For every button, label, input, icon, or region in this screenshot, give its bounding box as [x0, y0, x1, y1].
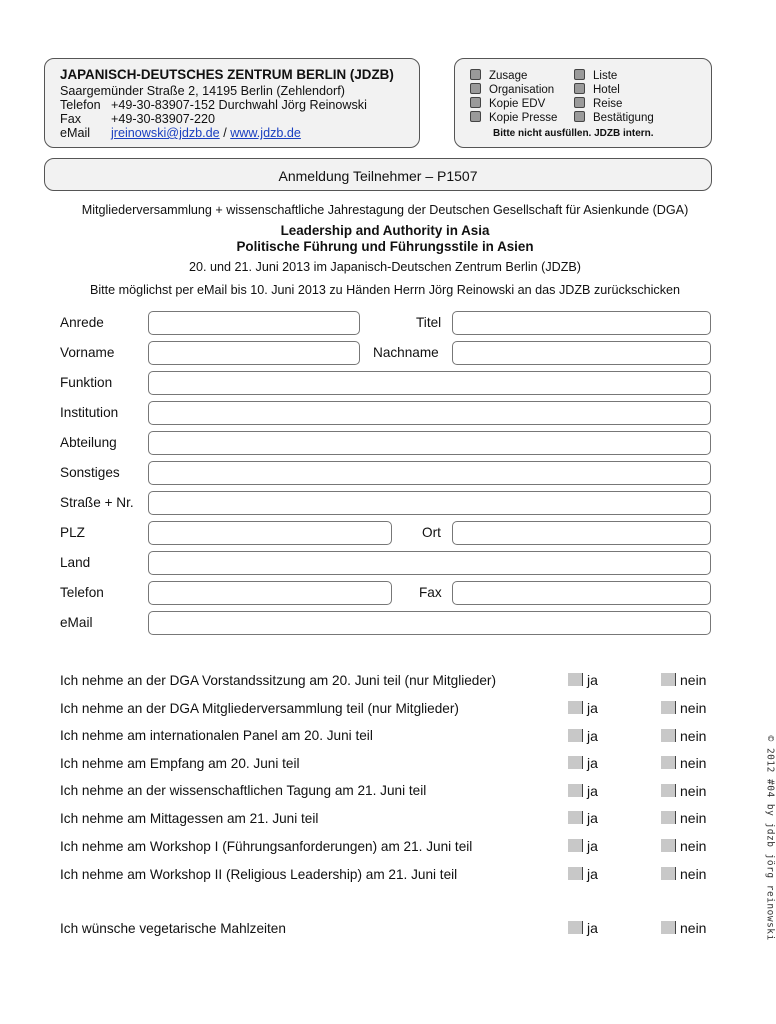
checkbox-icon[interactable]	[661, 701, 676, 714]
fax-label: Fax	[60, 112, 81, 126]
event-title-de: Politische Führung und Führungsstile in Asien	[236, 239, 534, 254]
email-field-label: eMail	[60, 615, 93, 630]
checkbox-icon[interactable]	[568, 729, 583, 742]
no-option[interactable]	[661, 783, 706, 799]
no-option[interactable]	[661, 920, 706, 936]
office-item-hotel	[574, 84, 620, 96]
office-item-label: Zusage	[489, 70, 528, 82]
phone-value: +49-30-83907-152 Durchwahl Jörg Reinowski	[111, 98, 367, 112]
no-label: nein	[680, 810, 707, 826]
office-item-label: Organisation	[489, 84, 555, 96]
vorname-label: Vorname	[60, 345, 115, 360]
office-item-organisation	[470, 84, 554, 96]
office-item-kopie-presse	[470, 112, 557, 124]
question-text: Ich nehme am Empfang am 20. Juni teil	[60, 756, 300, 771]
checkbox-icon[interactable]	[574, 97, 585, 108]
checkbox-icon[interactable]	[661, 811, 676, 824]
funktion-label: Funktion	[60, 375, 113, 390]
no-option[interactable]	[661, 728, 706, 744]
question-text: Ich nehme an der wissenschaftlichen Tagung am 21. Juni teil	[60, 783, 427, 798]
yes-option[interactable]	[568, 672, 598, 688]
yes-option[interactable]	[568, 866, 598, 882]
event-title-en: Leadership and Authority in Asia	[280, 223, 490, 238]
office-item-label: Reise	[593, 98, 623, 110]
checkbox-icon[interactable]	[470, 69, 481, 80]
question-text: Ich nehme am Mittagessen am 21. Juni teil	[60, 811, 319, 826]
question-text: Ich nehme am Workshop I (Führungsanforderungen) am 21. Juni teil	[60, 839, 473, 854]
yes-label: ja	[587, 700, 598, 716]
office-item-label: Kopie EDV	[489, 98, 546, 110]
question-text: Ich nehme an der DGA Vorstandssitzung am 20. Juni teil (nur Mitglieder)	[60, 673, 496, 688]
no-option[interactable]	[661, 838, 706, 854]
no-option[interactable]	[661, 755, 706, 771]
website-link[interactable]: www.jdzb.de	[230, 126, 301, 140]
office-item-kopie-edv	[470, 98, 545, 110]
office-item-liste	[574, 70, 617, 82]
vorname-field[interactable]	[148, 341, 360, 365]
no-label: nein	[680, 700, 707, 716]
yes-option[interactable]	[568, 728, 598, 744]
no-label: nein	[680, 755, 707, 771]
checkbox-icon[interactable]	[568, 784, 583, 797]
fax-field-label: Fax	[419, 585, 442, 600]
yes-label: ja	[587, 866, 598, 882]
titel-label: Titel	[416, 315, 442, 330]
institution-label: Institution	[60, 405, 119, 420]
org-name: JAPANISCH-DEUTSCHES ZENTRUM BERLIN (JDZB)	[60, 67, 394, 82]
yes-option[interactable]	[568, 700, 598, 716]
fax-field[interactable]	[452, 581, 711, 605]
checkbox-icon[interactable]	[574, 83, 585, 94]
no-option[interactable]	[661, 700, 706, 716]
checkbox-icon[interactable]	[470, 97, 481, 108]
no-option[interactable]	[661, 672, 706, 688]
checkbox-icon[interactable]	[470, 83, 481, 94]
checkbox-icon[interactable]	[568, 701, 583, 714]
yes-label: ja	[587, 783, 598, 799]
abteilung-field[interactable]	[148, 431, 711, 455]
plz-label: PLZ	[60, 525, 85, 540]
plz-field[interactable]	[148, 521, 392, 545]
checkbox-icon[interactable]	[661, 756, 676, 769]
email-link[interactable]: jreinowski@jdzb.de	[111, 126, 220, 140]
telefon-label: Telefon	[60, 585, 104, 600]
checkbox-icon[interactable]	[568, 921, 583, 934]
yes-option[interactable]	[568, 838, 598, 854]
yes-label: ja	[587, 755, 598, 771]
office-item-bestaetigung	[574, 112, 654, 124]
question-text: Ich nehme an der DGA Mitgliederversammlung teil (nur Mitglieder)	[60, 701, 459, 716]
no-option[interactable]	[661, 866, 706, 882]
office-item-zusage	[470, 70, 527, 82]
office-item-label: Kopie Presse	[489, 112, 558, 124]
checkbox-icon[interactable]	[568, 839, 583, 852]
office-item-reise	[574, 98, 622, 110]
ort-label: Ort	[422, 525, 441, 540]
checkbox-icon[interactable]	[661, 839, 676, 852]
phone-label: Telefon	[60, 98, 101, 112]
land-label: Land	[60, 555, 91, 570]
event-date: 20. und 21. Juni 2013 im Japanisch-Deutschen Zentrum Berlin (JDZB)	[189, 260, 581, 274]
institution-field[interactable]	[148, 401, 711, 425]
link-separator: /	[223, 126, 227, 140]
no-label: nein	[680, 672, 707, 688]
no-label: nein	[680, 838, 707, 854]
checkbox-icon[interactable]	[661, 921, 676, 934]
abteilung-label: Abteilung	[60, 435, 117, 450]
email-field[interactable]	[148, 611, 711, 635]
strasse-field[interactable]	[148, 491, 711, 515]
sonstiges-field[interactable]	[148, 461, 711, 485]
no-label: nein	[680, 728, 707, 744]
checkbox-icon[interactable]	[568, 756, 583, 769]
checkbox-icon[interactable]	[568, 811, 583, 824]
no-label: nein	[680, 920, 707, 936]
yes-label: ja	[587, 672, 598, 688]
titel-field[interactable]	[452, 311, 711, 335]
yes-label: ja	[587, 920, 598, 936]
copyright-note: © 2012 #04 by jdzb jörg reinowski	[764, 735, 776, 941]
checkbox-icon[interactable]	[574, 111, 585, 122]
no-label: nein	[680, 866, 707, 882]
checkbox-icon[interactable]	[470, 111, 481, 122]
contact-links	[111, 126, 301, 141]
office-note: Bitte nicht ausfüllen. JDZB intern.	[493, 128, 654, 139]
organizer-line: Mitgliederversammlung + wissenschaftliche Jahrestagung der Deutschen Gesellschaft für Asienkunde (DGA)	[81, 203, 689, 217]
ort-field[interactable]	[452, 521, 711, 545]
checkbox-icon[interactable]	[661, 867, 676, 880]
question-text: Ich wünsche vegetarische Mahlzeiten	[60, 921, 286, 936]
office-item-label: Bestätigung	[593, 112, 654, 124]
org-address: Saargemünder Straße 2, 14195 Berlin (Zehlendorf)	[60, 84, 345, 98]
strasse-label: Straße + Nr.	[60, 495, 134, 510]
land-field[interactable]	[148, 551, 711, 575]
checkbox-icon[interactable]	[574, 69, 585, 80]
funktion-field[interactable]	[148, 371, 711, 395]
checkbox-icon[interactable]	[661, 673, 676, 686]
yes-label: ja	[587, 728, 598, 744]
email-label: eMail	[60, 126, 91, 140]
yes-label: ja	[587, 810, 598, 826]
anrede-label: Anrede	[60, 315, 104, 330]
telefon-field[interactable]	[148, 581, 392, 605]
office-item-label: Liste	[593, 70, 618, 82]
question-text: Ich nehme am internationalen Panel am 20. Juni teil	[60, 728, 373, 743]
yes-option[interactable]	[568, 755, 598, 771]
instruction-line: Bitte möglichst per eMail bis 10. Juni 2013 zu Händen Herrn Jörg Reinowski an das JDZB zurückschicken	[89, 283, 681, 297]
checkbox-icon[interactable]	[568, 867, 583, 880]
checkbox-icon[interactable]	[661, 729, 676, 742]
yes-option[interactable]	[568, 920, 598, 936]
yes-option[interactable]	[568, 810, 598, 826]
yes-option[interactable]	[568, 783, 598, 799]
checkbox-icon[interactable]	[661, 784, 676, 797]
question-text: Ich nehme am Workshop II (Religious Leadership) am 21. Juni teil	[60, 867, 458, 882]
yes-label: ja	[587, 838, 598, 854]
fax-value: +49-30-83907-220	[111, 112, 215, 126]
no-option[interactable]	[661, 810, 706, 826]
form-title: Anmeldung Teilnehmer – P1507	[278, 168, 478, 184]
checkbox-icon[interactable]	[568, 673, 583, 686]
nachname-field[interactable]	[452, 341, 711, 365]
anrede-field[interactable]	[148, 311, 360, 335]
sonstiges-label: Sonstiges	[60, 465, 120, 480]
nachname-label: Nachname	[373, 345, 439, 360]
office-item-label: Hotel	[593, 84, 620, 96]
no-label: nein	[680, 783, 707, 799]
